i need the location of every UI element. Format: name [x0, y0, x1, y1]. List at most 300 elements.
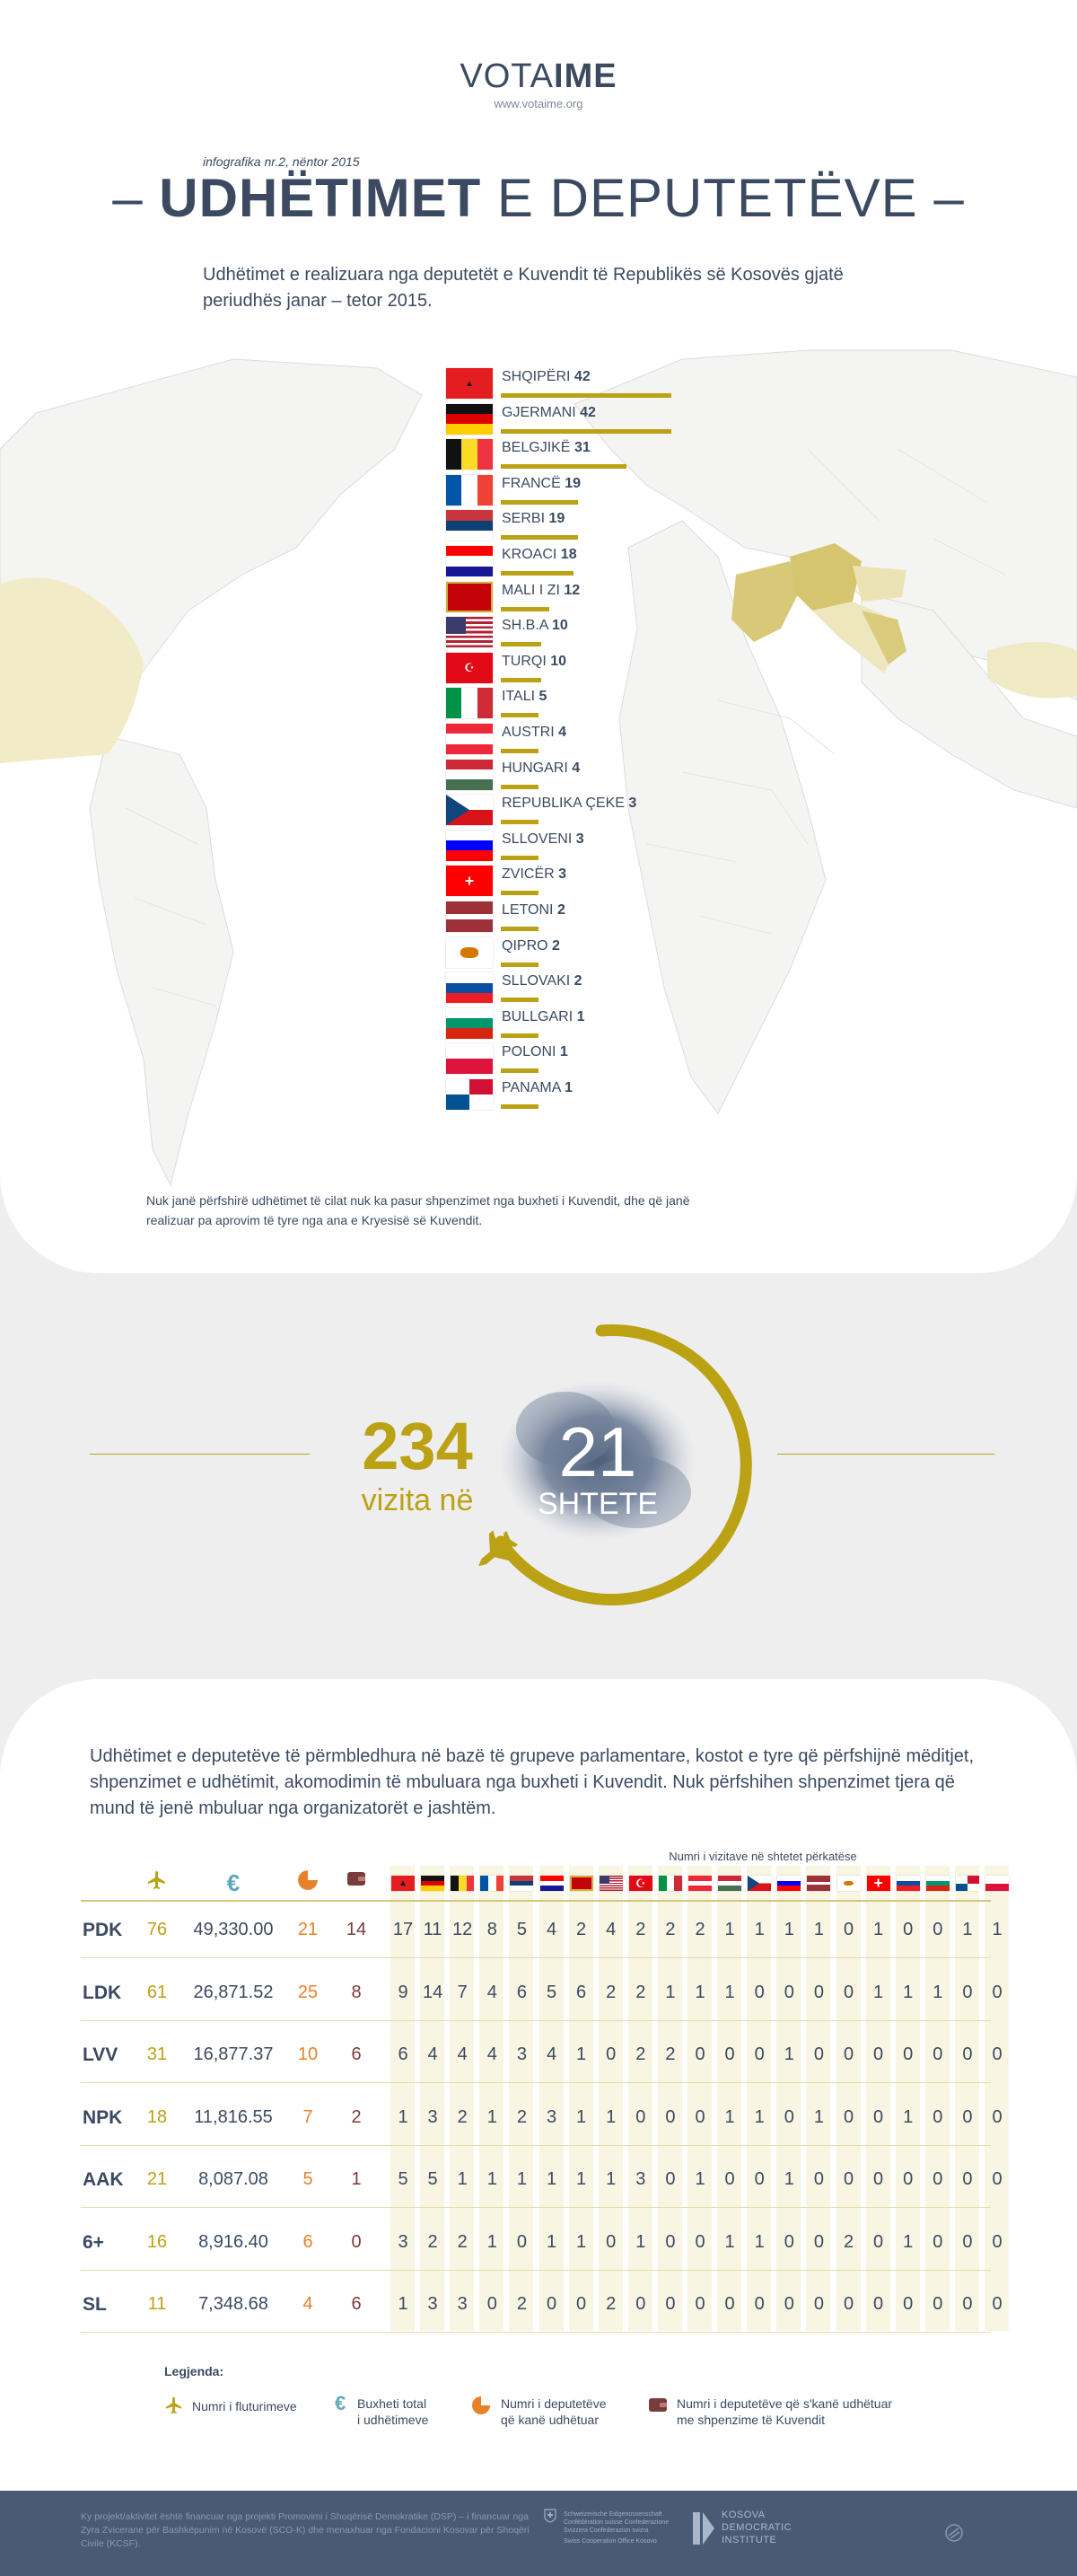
cell-visits: 14	[422, 1982, 443, 2002]
cell-visits: 0	[962, 2231, 973, 2252]
cell-no-cost: 2	[351, 2106, 362, 2127]
cell-visits: 0	[754, 1982, 765, 2002]
cell-visits: 0	[873, 2106, 884, 2127]
cell-visits: 1	[695, 1982, 705, 2002]
cell-flights: 11	[147, 2294, 167, 2314]
cell-visits: 0	[992, 2169, 1003, 2189]
country-label: SLLOVENI 3	[502, 831, 584, 847]
cell-visits: 3	[398, 2231, 408, 2252]
country-label: LETONI 2	[502, 902, 565, 918]
cell-visits: 1	[903, 2231, 914, 2252]
cell-visits: 17	[392, 1920, 414, 1939]
cell-visits: 0	[516, 2231, 527, 2252]
flag-sk-icon	[446, 972, 493, 1003]
country-label: REPUBLIKA ÇEKE 3	[502, 796, 637, 812]
country-label: BULLGARI 1	[502, 1008, 585, 1024]
flag-hr-icon	[540, 1876, 564, 1891]
cell-deputies: 4	[302, 2294, 313, 2314]
footnote: Nuk janë përfshirë udhëtimet të cilat nuk ka pasur shpenzimet nga buxheti i Kuvendit, dhe që janë realizuar pa aprovim të tyre nga ana e Kryesisë së Kuvendit.	[146, 1193, 690, 1227]
cell-visits: 2	[606, 2294, 617, 2314]
cell-visits: 1	[695, 2169, 705, 2189]
cell-deputies: 6	[302, 2231, 313, 2252]
country-label: ITALI 5	[502, 689, 547, 705]
cell-visits: 0	[962, 2294, 973, 2314]
cell-budget: 49,330.00	[193, 1920, 274, 1939]
cell-visits: 0	[665, 2231, 676, 2252]
cell-visits: 3	[546, 2106, 557, 2127]
country-label: BELGJIKË 31	[502, 440, 591, 456]
cell-visits: 1	[813, 2106, 824, 2127]
cell-flights: 21	[146, 2169, 168, 2189]
cell-visits: 2	[576, 1920, 587, 1939]
pie-icon	[290, 1869, 326, 1896]
flag-ch-icon: +	[446, 866, 493, 896]
cell-visits: 1	[784, 1920, 794, 1939]
flag-de-icon	[446, 404, 493, 435]
cell-visits: 0	[784, 2106, 794, 2127]
cell-visits: 0	[992, 2294, 1003, 2314]
flag-cz-icon	[748, 1876, 771, 1891]
cell-visits: 0	[665, 2106, 676, 2127]
cell-visits: 1	[724, 1920, 735, 1939]
flag-us-icon	[446, 617, 493, 647]
country-bar	[501, 429, 671, 434]
cell-visits: 0	[992, 2231, 1003, 2252]
country-bar	[501, 891, 538, 895]
cell-no-cost: 6	[351, 2294, 362, 2314]
cell-visits: 2	[635, 1982, 646, 2002]
cell-visits: 1	[933, 1982, 943, 2002]
cell-visits: 4	[546, 1920, 557, 1939]
cell-visits: 0	[933, 2044, 943, 2064]
cell-visits: 0	[992, 1982, 1003, 2002]
country-bar	[501, 678, 541, 682]
cell-visits: 0	[903, 2294, 914, 2314]
cell-visits: 2	[665, 1920, 676, 1939]
cell-visits: 3	[427, 2294, 438, 2314]
cell-visits: 1	[398, 2294, 408, 2314]
cell-visits: 4	[606, 1920, 617, 1939]
country-bar	[501, 464, 626, 469]
cell-visits: 1	[576, 2106, 587, 2127]
cell-flights: 61	[146, 1982, 168, 2002]
country-bar	[501, 571, 574, 576]
cell-flights: 76	[146, 1920, 168, 1939]
cell-visits: 0	[843, 2169, 854, 2189]
party-name: 6+	[83, 2231, 104, 2253]
flag-cy-icon	[446, 937, 493, 968]
cell-budget: 11,816.55	[194, 2106, 273, 2127]
country-label: SERBI 19	[502, 511, 565, 527]
cell-visits: 0	[754, 2169, 765, 2189]
cell-budget: 26,871.52	[193, 1982, 274, 2002]
country-label: MALI I ZI 12	[502, 582, 581, 598]
flag-me-icon	[570, 1876, 593, 1891]
cell-visits: 0	[992, 2044, 1003, 2064]
cell-visits: 0	[695, 2231, 705, 2252]
cell-visits: 0	[933, 2231, 943, 2252]
flag-de-icon	[421, 1876, 444, 1891]
wallet-icon	[338, 1869, 374, 1893]
cell-visits: 1	[398, 2106, 408, 2127]
cell-visits: 4	[486, 2044, 497, 2064]
euro-icon: €	[335, 2392, 346, 2414]
cell-visits: 0	[903, 1920, 914, 1939]
euro-icon: €	[226, 1869, 241, 1896]
flag-hr-icon	[446, 546, 493, 576]
flag-pa-icon	[446, 1079, 493, 1110]
country-bar	[501, 749, 538, 753]
cell-visits: 1	[813, 1920, 824, 1939]
cell-visits: 2	[606, 1982, 617, 2002]
cell-visits: 0	[843, 2044, 854, 2064]
flag-tr-icon: ☪	[446, 653, 493, 683]
cell-visits: 0	[724, 2294, 735, 2314]
cell-visits: 5	[516, 1920, 527, 1939]
party-name: LVV	[83, 2044, 118, 2065]
cell-visits: 0	[784, 2294, 794, 2314]
cell-visits: 4	[546, 2044, 557, 2064]
country-bar	[501, 500, 578, 505]
flag-si-icon	[446, 831, 493, 861]
cell-visits: 2	[635, 1920, 646, 1939]
cell-visits: 2	[635, 2044, 646, 2064]
table-description: Udhëtimet e deputetëve të përmbledhura në bazë të grupeve parlamentare, kostot e tyre që përfshijnë mëditjet, shpenzimet e udhëtimit, akomodimin të mbuluara nga buxheti i Kuvendit. Nuk përfshihen shpenzimet tjera që mund të jenë mbuluar nga organizatorët e jashtëm.	[90, 1746, 975, 1818]
cell-visits: 12	[452, 1920, 473, 1939]
party-name: PDK	[83, 1920, 123, 1940]
country-label: PANAMA 1	[502, 1080, 573, 1095]
footer-funding-text: Ky projekt/aktivitet është financuar nga projekti Promovimi i Shoqërisë Demokratike (DSP) – i financuar nga Zyra Zvicerane për Bashkëpunim në Kosovë (SCO-K) dhe menaxhuar nga Fondacioni Kosovar për Shoqëri Civile (KCSF).	[81, 2511, 530, 2549]
cell-visits: 0	[933, 2294, 943, 2314]
cell-no-cost: 0	[351, 2231, 362, 2252]
country-bar	[501, 1068, 538, 1073]
cell-visits: 0	[813, 1982, 824, 2002]
legend-deputies: Numri i deputetëve që kanë udhëtuar	[501, 2396, 607, 2427]
cell-no-cost: 6	[351, 2044, 362, 2064]
country-bar	[501, 1033, 538, 1038]
cell-no-cost: 1	[351, 2169, 362, 2189]
flag-al-icon: ▲	[391, 1876, 415, 1891]
country-bar	[501, 713, 538, 717]
table-header-line	[81, 1900, 991, 1902]
cell-visits: 3	[516, 2044, 527, 2064]
cell-visits: 0	[873, 2294, 884, 2314]
plane-icon	[164, 2396, 184, 2415]
party-travel-table	[81, 1866, 1003, 2333]
flag-be-icon	[451, 1876, 474, 1891]
country-label: FRANCË 19	[502, 475, 582, 491]
flag-be-icon	[446, 439, 493, 470]
cell-visits: 0	[843, 2106, 854, 2127]
cell-visits: 0	[933, 2106, 943, 2127]
flag-bg-icon	[446, 1008, 493, 1039]
cell-visits: 9	[398, 1982, 408, 2002]
cell-flights: 18	[146, 2106, 168, 2127]
row-divider	[81, 2020, 991, 2021]
cell-deputies: 10	[297, 2044, 319, 2064]
page-title: – UDHËTIMET E DEPUTETËVE –	[112, 168, 965, 228]
flag-sk-icon	[897, 1876, 920, 1891]
cell-visits: 1	[784, 2044, 794, 2064]
cell-visits: 2	[843, 2231, 854, 2252]
cell-visits: 0	[635, 2106, 646, 2127]
cell-budget: 7,348.68	[198, 2294, 268, 2314]
cell-flights: 16	[146, 2231, 168, 2252]
cell-visits: 0	[843, 1920, 854, 1939]
cell-visits: 0	[724, 2044, 735, 2064]
row-divider	[81, 2145, 991, 2146]
cell-visits: 1	[873, 1920, 884, 1939]
countries-total: 21	[558, 1412, 637, 1491]
country-bar	[501, 1104, 538, 1109]
party-name: SL	[83, 2294, 107, 2315]
kdi-logo-text: KOSOVA DEMOCRATIC INSTITUTE	[722, 2510, 792, 2545]
cell-visits: 1	[486, 2231, 497, 2252]
flag-ch-icon: +	[867, 1876, 890, 1891]
cell-visits: 3	[635, 2169, 646, 2189]
cell-visits: 0	[903, 2044, 914, 2064]
cell-visits: 6	[576, 1982, 587, 2002]
flag-columns-caption: Numri i vizitave në shtetet përkatëse	[669, 1850, 857, 1863]
cell-flights: 31	[146, 2044, 168, 2064]
flag-tr-icon: ☪	[629, 1876, 652, 1891]
cell-visits: 1	[903, 1982, 914, 2002]
country-label: TURQI 10	[502, 653, 567, 669]
cell-visits: 0	[903, 2169, 914, 2189]
cell-visits: 1	[992, 1920, 1003, 1939]
flag-pl-icon	[985, 1876, 1009, 1891]
cell-visits: 0	[784, 2231, 794, 2252]
cell-visits: 4	[427, 2044, 438, 2064]
cell-visits: 1	[903, 2106, 914, 2127]
cell-visits: 0	[754, 2294, 765, 2314]
cell-visits: 0	[724, 2169, 735, 2189]
cell-visits: 0	[962, 2169, 973, 2189]
cell-visits: 1	[784, 2169, 794, 2189]
cell-visits: 1	[516, 2169, 527, 2189]
cell-visits: 0	[635, 2294, 646, 2314]
wallet-icon	[648, 2396, 668, 2413]
cell-visits: 1	[754, 2106, 765, 2127]
swiss-shield-icon	[544, 2509, 556, 2523]
cell-visits: 1	[724, 2106, 735, 2127]
country-label: QIPRO 2	[502, 937, 560, 954]
cell-visits: 4	[486, 1982, 497, 2002]
cell-visits: 0	[576, 2294, 587, 2314]
cell-visits: 1	[546, 2231, 557, 2252]
flag-pl-icon	[446, 1043, 493, 1074]
flag-pa-icon	[956, 1876, 979, 1891]
cell-visits: 0	[813, 2294, 824, 2314]
cell-visits: 0	[606, 2044, 617, 2064]
cell-visits: 1	[576, 2169, 587, 2189]
cell-visits: 0	[695, 2044, 705, 2064]
cell-visits: 0	[486, 2294, 497, 2314]
flag-me-icon	[446, 582, 493, 612]
row-divider	[81, 2332, 991, 2333]
flag-at-icon	[446, 724, 493, 754]
cell-visits: 1	[724, 1982, 735, 2002]
cell-visits: 0	[813, 2169, 824, 2189]
row-divider	[81, 2270, 991, 2271]
flag-at-icon	[688, 1876, 712, 1891]
cell-visits: 0	[933, 1920, 943, 1939]
cell-visits: 1	[546, 2169, 557, 2189]
cell-visits: 4	[457, 2044, 468, 2064]
footer	[0, 2491, 1077, 2576]
visits-total: 234	[362, 1409, 473, 1483]
cell-visits: 1	[457, 2169, 468, 2189]
cell-deputies: 7	[302, 2106, 313, 2127]
country-bar	[501, 856, 538, 860]
cell-visits: 1	[576, 2231, 587, 2252]
cell-visits: 5	[427, 2169, 438, 2189]
country-label: SH.B.A 10	[502, 618, 568, 634]
cell-visits: 1	[486, 2169, 497, 2189]
country-bar	[501, 607, 549, 611]
cell-visits: 1	[754, 1920, 765, 1939]
flag-fr-icon	[446, 475, 493, 506]
party-name: LDK	[83, 1982, 122, 2003]
cell-visits: 1	[724, 2231, 735, 2252]
cell-no-cost: 14	[346, 1920, 367, 1939]
flag-it-icon	[659, 1876, 682, 1891]
votaime-logo: VOTAIME	[460, 57, 617, 95]
cell-visits: 6	[516, 1982, 527, 2002]
flag-bg-icon	[926, 1876, 950, 1891]
cell-visits: 7	[457, 1982, 468, 2002]
cell-visits: 0	[873, 2231, 884, 2252]
plane-icon	[139, 1869, 175, 1896]
cell-visits: 0	[813, 2044, 824, 2064]
cell-visits: 8	[486, 1920, 497, 1939]
cell-visits: 1	[606, 2106, 617, 2127]
cell-budget: 8,087.08	[198, 2169, 268, 2189]
cell-deputies: 25	[297, 1982, 319, 2002]
row-divider	[81, 2207, 991, 2208]
cell-visits: 2	[457, 2106, 468, 2127]
country-bar	[501, 927, 538, 931]
visits-label: vizita në	[361, 1483, 474, 1517]
cell-deputies: 21	[297, 1920, 319, 1939]
cell-visits: 0	[843, 2294, 854, 2314]
cell-visits: 1	[873, 1982, 884, 2002]
flag-us-icon	[600, 1876, 623, 1891]
cell-budget: 16,877.37	[193, 2044, 274, 2064]
country-bar	[501, 820, 538, 824]
cell-visits: 0	[665, 2294, 676, 2314]
country-label: KROACI 18	[502, 547, 577, 562]
cell-visits: 0	[695, 2294, 705, 2314]
cell-visits: 1	[486, 2106, 497, 2127]
cell-no-cost: 8	[351, 1982, 362, 2002]
flag-al-icon: ▲	[446, 368, 493, 399]
intro-text: Udhëtimet e realizuara nga deputetët e Kuvendit të Republikës së Kosovës gjatë periudhës janar – tetor 2015.	[203, 265, 844, 311]
cell-visits: 1	[665, 1982, 676, 2002]
country-bar	[501, 642, 541, 646]
flag-it-icon	[446, 688, 493, 718]
divider-left	[90, 1454, 310, 1455]
cell-visits: 0	[606, 2231, 617, 2252]
cell-visits: 3	[457, 2294, 468, 2314]
flag-si-icon	[777, 1876, 801, 1891]
flag-lv-icon	[807, 1876, 830, 1891]
cell-visits: 3	[427, 2106, 438, 2127]
cell-visits: 0	[873, 2044, 884, 2064]
cell-visits: 0	[784, 1982, 794, 2002]
flag-hu-icon	[446, 760, 493, 790]
row-divider	[81, 2082, 991, 2083]
cell-visits: 2	[695, 1920, 705, 1939]
cell-visits: 0	[962, 2044, 973, 2064]
flag-rs-icon	[446, 510, 493, 541]
cell-visits: 6	[398, 2044, 408, 2064]
legend-no-cost: Numri i deputetëve që s'kanë udhëtuar me shpenzime të Kuvendit	[677, 2396, 893, 2427]
cell-visits: 0	[873, 2169, 884, 2189]
party-name: AAK	[83, 2169, 124, 2190]
cell-visits: 0	[962, 2106, 973, 2127]
row-divider	[81, 1957, 991, 1958]
flag-cz-icon	[446, 795, 493, 825]
legend-title: Legjenda:	[164, 2364, 224, 2378]
country-bar	[501, 393, 671, 398]
cell-visits: 2	[516, 2294, 527, 2314]
cell-visits: 0	[962, 1982, 973, 2002]
cell-visits: 11	[423, 1920, 442, 1939]
cell-visits: 1	[754, 2231, 765, 2252]
country-label: GJERMANI 42	[502, 404, 596, 420]
logo-url: www.votaime.org	[494, 97, 583, 110]
cell-visits: 0	[754, 2044, 765, 2064]
cell-visits: 2	[665, 2044, 676, 2064]
cell-visits: 0	[992, 2106, 1003, 2127]
country-label: ZVICËR 3	[502, 866, 567, 883]
legend-flights: Numri i fluturimeve	[192, 2399, 297, 2413]
cell-visits: 5	[546, 1982, 557, 2002]
flag-hu-icon	[718, 1876, 741, 1891]
countries-label: SHTETE	[537, 1487, 659, 1521]
cell-visits: 0	[813, 2231, 824, 2252]
party-name: NPK	[83, 2106, 123, 2128]
legend-budget: Buxheti total i udhëtimeve	[357, 2396, 429, 2427]
country-label: AUSTRI 4	[502, 725, 567, 740]
divider-right	[777, 1454, 994, 1455]
infographic-top-section	[0, 0, 1077, 1273]
cell-visits: 0	[933, 2169, 943, 2189]
cell-visits: 0	[843, 1982, 854, 2002]
pie-icon	[471, 2396, 491, 2415]
issue-label: infografika nr.2, nëntor 2015	[203, 154, 360, 169]
cell-visits: 0	[546, 2294, 557, 2314]
kdi-logo-icon	[691, 2510, 716, 2546]
country-bar	[501, 998, 538, 1002]
cell-visits: 2	[457, 2231, 468, 2252]
cell-visits: 1	[635, 2231, 646, 2252]
country-label: POLONI 1	[502, 1044, 568, 1060]
country-bar	[501, 963, 538, 967]
cell-visits: 1	[962, 1920, 973, 1939]
cell-deputies: 5	[302, 2169, 313, 2189]
cell-visits: 1	[606, 2169, 617, 2189]
flag-fr-icon	[480, 1876, 503, 1891]
country-label: HUNGARI 4	[502, 760, 581, 776]
flag-cy-icon	[837, 1876, 861, 1891]
cell-visits: 1	[576, 2044, 587, 2064]
cell-visits: 2	[427, 2231, 438, 2252]
country-bar	[501, 785, 538, 789]
swiss-logo-text: Schweizerische Eidgenossenschaft Confédération suisse Confederazione Svizzera Confederaziun svizra Swiss Cooperation Office Kosovo	[564, 2511, 670, 2545]
country-label: SHQIPËRI 42	[502, 369, 591, 384]
